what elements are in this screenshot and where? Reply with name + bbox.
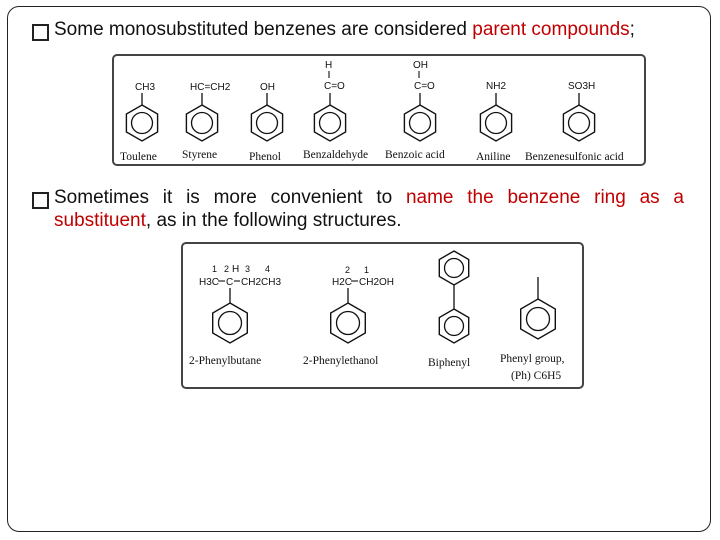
paragraph-1-suffix: ; (629, 19, 635, 40)
carbon-number: 4 (265, 264, 271, 274)
benzoic-acid-group-bottom: C=O (414, 81, 435, 92)
paragraph-1 (54, 18, 639, 41)
benzoic-acid-label: Benzoic acid (385, 149, 445, 161)
styrene-structure (182, 82, 231, 161)
biphenyl-label: Biphenyl (428, 357, 471, 369)
benzenesulfonic-acid-label: Benzenesulfonic acid (525, 151, 624, 163)
toluene-group: CH3 (135, 82, 156, 93)
benzoic-acid-structure (385, 60, 445, 161)
paragraph-2-suffix: , as in the following structures. (145, 210, 402, 231)
styrene-group: HC=CH2 (190, 82, 231, 93)
formula-part: CH2CH3 (241, 277, 282, 288)
parent-compounds-structures (114, 56, 644, 164)
paragraph-1-text: Some monosubstituted benzenes are considered (54, 19, 473, 40)
carbon-number: 1 (364, 265, 370, 275)
toluene-structure (120, 82, 158, 163)
benzaldehyde-structure (303, 60, 368, 161)
figure-phenyl-substituent (181, 242, 584, 389)
formula-part: CH2OH (359, 277, 395, 288)
phenyl-group-structure (500, 277, 565, 382)
formula-part: H3C (199, 277, 220, 288)
paragraph-1-highlight-b: compounds (531, 19, 630, 40)
carbon-number: 3 (245, 264, 251, 274)
phenyl-group-label-line1: Phenyl group, (500, 353, 565, 365)
paragraph-1-highlight-a: parent (472, 19, 527, 40)
benzaldehyde-group-top: H (325, 60, 333, 71)
benzenesulfonic-acid-structure (525, 81, 624, 163)
hydrogen-label: H (232, 264, 240, 275)
checkbox-bullet-icon (32, 192, 49, 209)
phenol-structure (249, 82, 283, 163)
phenyl-substituent-structures (183, 244, 582, 387)
2-phenylethanol-structure (303, 265, 394, 367)
formula-part: H2C (332, 277, 353, 288)
aniline-group: NH2 (486, 81, 507, 92)
paragraph-2-text: Sometimes it is more convenient to (54, 187, 406, 208)
2-phenylbutane-structure (189, 264, 281, 367)
2-phenylethanol-label: 2-Phenylethanol (303, 355, 379, 367)
2-phenylbutane-label: 2-Phenylbutane (189, 355, 262, 367)
paragraph-2-highlight: name the benzene ring as a substituent (54, 187, 684, 231)
toluene-label: Toulene (120, 151, 157, 163)
phenyl-group-label-line2: (Ph) C6H5 (511, 370, 562, 382)
phenol-label: Phenol (249, 151, 281, 163)
carbon-number: 2 (345, 265, 351, 275)
carbon-number: 2 (224, 264, 230, 274)
checkbox-bullet-icon (32, 24, 49, 41)
styrene-label: Styrene (182, 149, 218, 161)
aniline-structure (476, 81, 512, 163)
benzenesulfonic-acid-group: SO3H (568, 81, 596, 92)
paragraph-2 (54, 186, 684, 232)
benzaldehyde-label: Benzaldehyde (303, 149, 369, 161)
formula-part: C (226, 277, 234, 288)
carbon-number: 1 (212, 264, 218, 274)
aniline-label: Aniline (476, 151, 511, 163)
biphenyl-structure (428, 251, 470, 369)
benzaldehyde-group-bottom: C=O (324, 81, 345, 92)
phenol-group: OH (260, 82, 275, 93)
benzoic-acid-group-top: OH (413, 60, 428, 71)
figure-parent-compounds (112, 54, 646, 166)
